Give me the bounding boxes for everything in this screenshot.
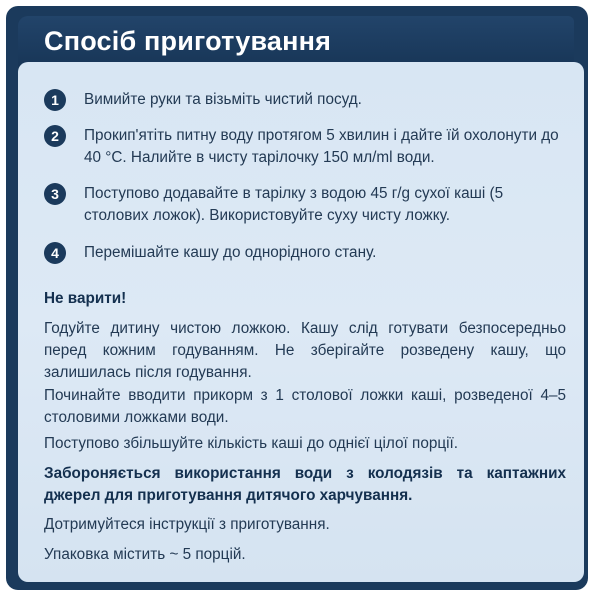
step-number-badge: 3	[44, 183, 66, 205]
follow-instructions-note: Дотримуйтеся інструкції з приготування.	[44, 516, 330, 533]
package-servings-note: Упаковка містить ~ 5 порцій.	[44, 546, 246, 563]
step-2	[44, 125, 564, 169]
step-number-badge: 4	[44, 242, 66, 264]
prohibited-water-warning: Забороняється використання води з колодязів та каптажних джерел для приготування дитячого харчування.	[44, 465, 566, 504]
feeding-note: Годуйте дитину чистою ложкою. Кашу слід готувати безпосередньо перед кожним годуванням. Не зберігайте розведену кашу, що залишилась після годування.	[44, 320, 566, 381]
start-note: Починайте вводити прикорм з 1 столової ложки каші, розведеної 4–5 столовими ложками води.	[44, 387, 566, 426]
no-boil-warning: Не варити!	[44, 290, 127, 307]
step-number-badge: 1	[44, 89, 66, 111]
step-1	[44, 89, 564, 111]
step-text: Прокип'ятіть питну воду протягом 5 хвилин і дайте їй охолонути до 40 °С. Налийте в чисту тарілочку 150 мл/ml води.	[84, 127, 559, 166]
step-text: Поступово додавайте в тарілку з водою 45 г/g сухої каші (5 столових ложок). Використовуйте суху чисту ложку.	[84, 185, 504, 224]
step-number-badge: 2	[44, 125, 66, 147]
step-3	[44, 183, 564, 227]
step-text: Вимийте руки та візьміть чистий посуд.	[84, 91, 362, 108]
step-4	[44, 242, 564, 264]
page-title: Спосіб приготування	[44, 26, 332, 56]
increase-note: Поступово збільшуйте кількість каші до однієї цілої порції.	[44, 435, 458, 452]
step-text: Перемішайте кашу до однорідного стану.	[84, 244, 377, 261]
